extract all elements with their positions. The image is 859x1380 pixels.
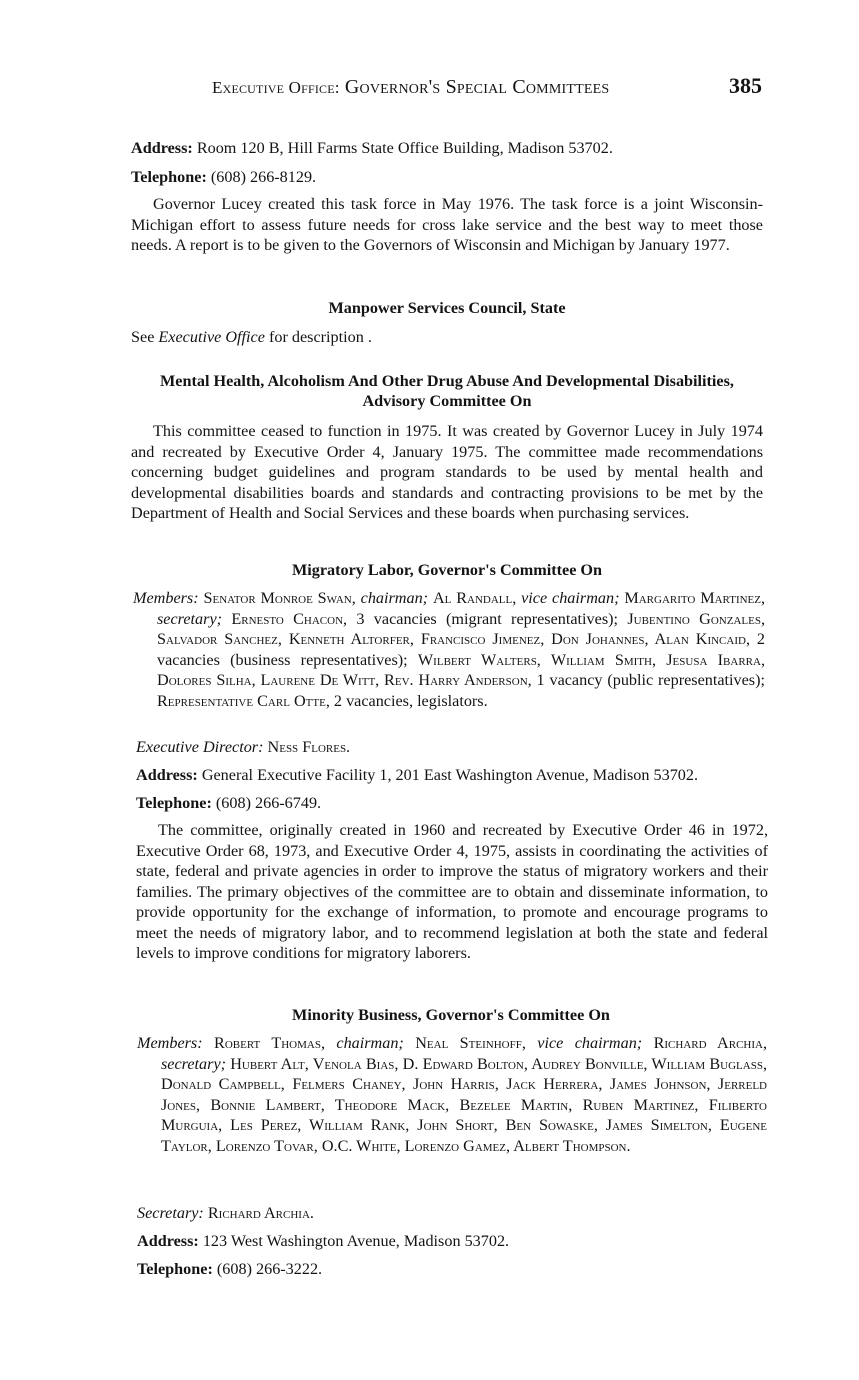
member-role: vice chairman; <box>521 589 620 607</box>
member-names: Hubert Alt, Venola Bias, D. Edward Bolton, Audrey Bonville, William Buglass, Donald Campbell, Felmers Chaney, John Harris, Jack Herrera, James Johnson, Jerreld Jones, Bonnie Lambert, Theodore Mack, Bezelee Martin, Ruben Martinez, Filiberto Murguia, Les Perez, William Rank, John Short, Ben Sowaske, James Simelton, Eugene Taylor, Lorenzo Tovar, O.C. White, Lorenzo Gamez, Albert Thompson. <box>161 1054 767 1155</box>
secretary-name: Richard Archia. <box>207 1204 314 1222</box>
top-address-line <box>131 138 771 159</box>
secretary-label: Secretary: <box>137 1204 204 1222</box>
migratory-telephone-line <box>136 793 764 814</box>
telephone-label: Telephone: <box>137 1260 213 1278</box>
migratory-paragraph: The committee, originally created in 1960 and recreated by Executive Order 46 in 1972, Executive Order 68, 1973, and Executive Order 4, 1975, assists in coordinating the activities of state, federal and private agencies in order to improve the status of migratory workers and their families. The primary objectives of the committee are to obtain and disseminate information, to provide opportunity for the exchange of information, to promote and encourage programs to meet the needs of migratory labor, and to recommend legislation at both the state and federal levels to improve conditions for migratory laborers. <box>136 821 768 962</box>
migratory-director-line <box>136 737 764 758</box>
manpower-heading: Manpower Services Council, State <box>328 299 566 317</box>
address-value: Room 120 B, Hill Farms State Office Building, Madison 53702. <box>196 139 613 157</box>
vacancy-note: 3 vacancies (migrant representatives); <box>356 609 619 628</box>
minority-secretary-line <box>137 1203 765 1224</box>
members-label: Members: <box>133 589 199 607</box>
address-value: General Executive Facility 1, 201 East Washington Avenue, Madison 53702. <box>201 766 699 784</box>
member-role: chairman; <box>336 1034 404 1052</box>
member-names: Wilbert Walters, William Smith, Jesusa Ibarra, Dolores Silha, Laurene De Witt, Rev. Harry Anderson, <box>157 650 765 689</box>
see-word: See <box>131 328 155 346</box>
member-name: Neal Steinhoff, <box>415 1034 526 1052</box>
migratory-address-line <box>136 765 776 786</box>
member-name: Senator Monroe Swan, <box>203 589 356 607</box>
director-label: Executive Director: <box>136 738 264 756</box>
running-head-prefix: Executive Office: <box>212 78 340 97</box>
member-name: Ernesto Chacon, <box>231 609 348 628</box>
telephone-label: Telephone: <box>131 168 207 186</box>
member-role: vice chairman; <box>537 1034 643 1052</box>
director-name: Ness Flores. <box>267 738 351 756</box>
member-name: Richard Archia, <box>653 1034 768 1052</box>
telephone-value: (608) 266-6749. <box>215 794 322 812</box>
top-telephone-line <box>131 167 771 188</box>
vacancy-note: 2 vacancies, legislators. <box>333 691 488 710</box>
vacancy-note: 1 vacancy (public representatives); <box>536 671 765 689</box>
minority-address-line <box>137 1231 765 1252</box>
telephone-label: Telephone: <box>136 794 212 812</box>
manpower-see-line <box>131 327 763 348</box>
minority-members <box>137 1033 767 1156</box>
member-name: Robert Thomas, <box>214 1034 325 1052</box>
member-role: chairman; <box>360 589 429 607</box>
members-label: Members: <box>137 1034 203 1052</box>
mental-health-heading-line2: Advisory Committee On <box>362 392 532 410</box>
see-reference: Executive Office <box>158 328 265 346</box>
member-names: Jubentino Gonzales, Salvador Sanchez, Kenneth Altorfer, Francisco Jimenez, Don Johannes, Alan Kincaid, <box>157 609 766 648</box>
migratory-heading: Migratory Labor, Governor's Committee On <box>291 561 603 579</box>
vacancy-note: 2 vacancies (business representatives); <box>157 630 765 669</box>
running-head <box>212 76 609 99</box>
task-force-paragraph: Governor Lucey created this task force in May 1976. The task force is a joint Wisconsin-Michigan effort to assess future needs for cross lake service and the best way to meet those needs. A report is to be given to the Governors of Wisconsin and Michigan by January 1977. <box>131 195 763 254</box>
member-name: Al Randall, <box>432 589 517 607</box>
address-label: Address: <box>136 766 198 784</box>
telephone-value: (608) 266-8129. <box>210 168 317 186</box>
running-head-title: Governor's Special Committees <box>344 76 610 98</box>
mental-health-heading <box>131 371 763 411</box>
mental-health-paragraph: This committee ceased to function in 1975. It was created by Governor Lucey in July 1974 and recreated by Executive Order 4, January 1975. The committee made recommendations concerning budget guidelines and program standards to be used by mental health and developmental disabilities boards and standards and contracting provisions to be met by the Department of Health and Social Services and these boards when purchasing services. <box>131 422 763 522</box>
member-role: secretary; <box>161 1054 227 1073</box>
minority-heading: Minority Business, Governor's Committee On <box>292 1006 610 1024</box>
member-name: Representative Carl Otte, <box>157 691 330 710</box>
address-label: Address: <box>131 139 193 157</box>
minority-telephone-line <box>137 1259 765 1280</box>
migratory-members <box>133 588 765 711</box>
address-value: 123 West Washington Avenue, Madison 53702. <box>202 1232 510 1250</box>
telephone-value: (608) 266-3222. <box>216 1260 323 1278</box>
address-label: Address: <box>137 1232 199 1250</box>
member-name: Margarito Martinez, <box>624 589 766 607</box>
page-header <box>0 70 859 106</box>
see-rest: for description . <box>268 328 372 346</box>
mental-health-heading-line1: Mental Health, Alcoholism And Other Drug Abuse And Developmental Disabilities, <box>160 372 734 390</box>
member-role: secretary; <box>157 609 223 628</box>
page-number: 385 <box>729 73 762 98</box>
